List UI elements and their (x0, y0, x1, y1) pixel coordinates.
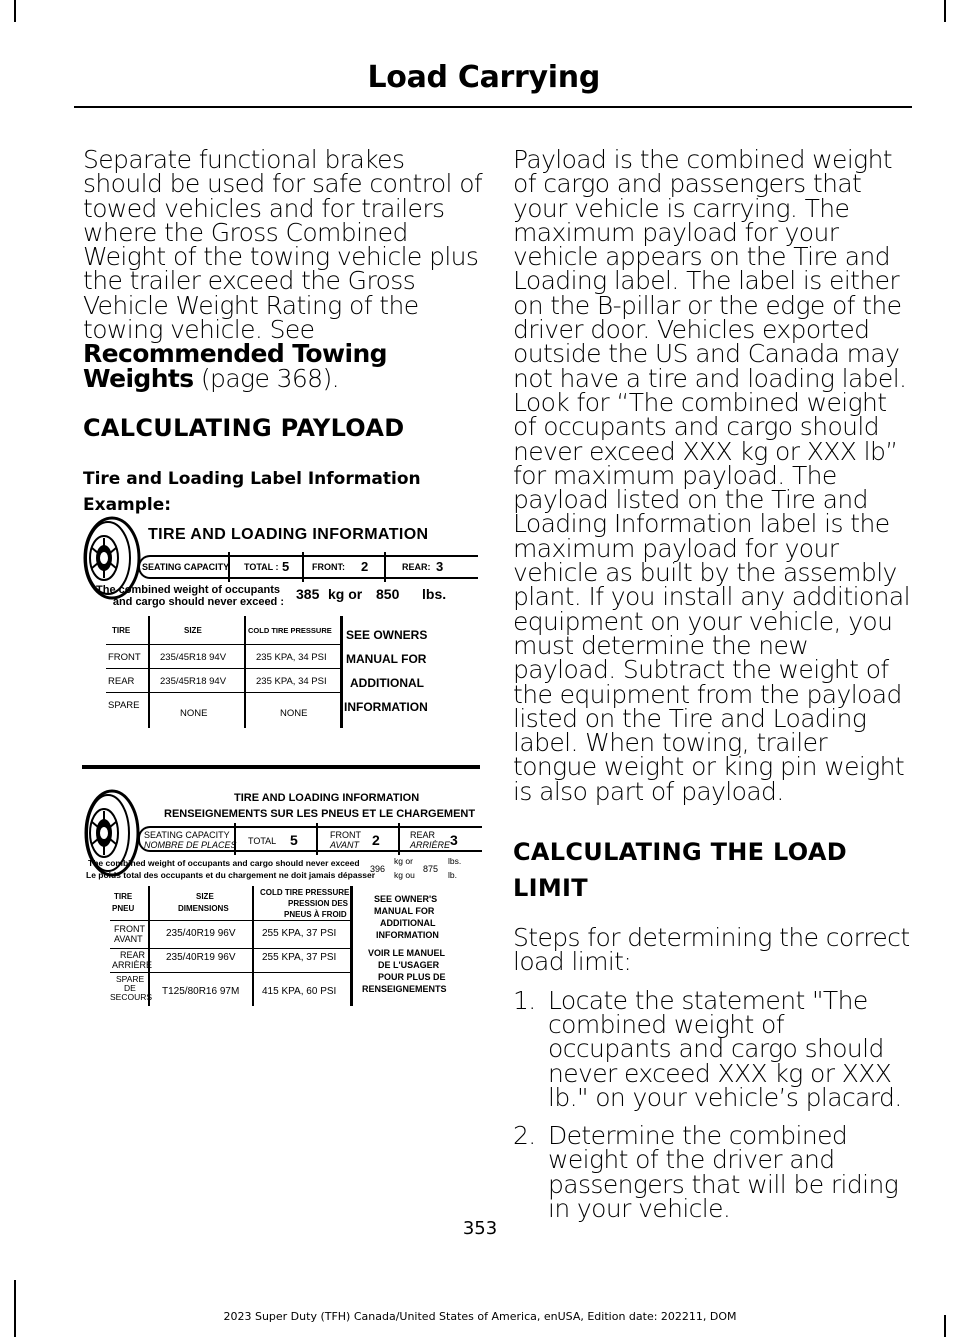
label2-front-label: FRONT (330, 830, 361, 840)
label2-row-rear-tire: REAR (120, 950, 146, 960)
table-rule (106, 644, 340, 645)
label1-rear-value: 3 (436, 559, 444, 574)
label1-rear-label: REAR: (402, 562, 431, 572)
label2-title2: RENSEIGNEMENTS SUR LES PNEUS ET LE CHARGEMENT (164, 808, 476, 820)
label2-see-owners-1: SEE OWNER'S (374, 894, 438, 904)
label2-rear-label: REAR (410, 830, 436, 840)
table-rule (106, 668, 340, 669)
right-column (513, 145, 913, 1223)
label1-title: TIRE AND LOADING INFORMATION (148, 526, 429, 543)
label1-front-label: FRONT: (312, 562, 345, 572)
crop-mark (944, 0, 946, 22)
bar-divider (302, 552, 304, 582)
towing-brakes-text: Separate functional brakes should be used for safe control of towed vehicles and for trailers where the Gross Combined Weight of the towing vehicle plus the trailer exceed the Gross Vehicle Weight Rating of the towing vehicle. See (83, 145, 483, 345)
load-limit-heading-line2: LIMIT (513, 874, 588, 903)
label2-col-size: SIZE (196, 892, 214, 901)
label2-row-front-pressure: 255 KPA, 37 PSI (262, 928, 337, 939)
label2-combined-en: The combined weight of occupants and cargo should never exceed (88, 858, 360, 868)
table-divider (350, 886, 353, 1006)
load-limit-intro: Steps for determining the correct load limit: (513, 923, 910, 977)
calculating-load-limit-heading (513, 834, 913, 906)
label1-see-owners-2: MANUAL FOR (346, 652, 427, 666)
label2-see-owners-7: POUR PLUS DE (378, 972, 446, 982)
table-rule (110, 972, 350, 973)
label1-row-spare-tire: SPARE (108, 700, 140, 711)
label2-row-spare-pressure: 415 KPA, 60 PSI (262, 986, 337, 997)
label2-row-spare-tire-fr2: DE (124, 983, 136, 993)
label2-front-value: 2 (372, 832, 380, 848)
left-column (83, 145, 483, 518)
label2-col-size-fr: DIMENSIONS (178, 904, 229, 913)
label2-row-rear-pressure: 255 KPA, 37 PSI (262, 952, 337, 963)
table-rule (106, 692, 340, 693)
label1-total-label: TOTAL : (244, 562, 279, 572)
label1-row-rear-tire: REAR (108, 676, 135, 687)
step-item (513, 1121, 913, 1223)
label2-col-tire: TIRE (114, 892, 133, 901)
label2-see-owners-3: ADDITIONAL (380, 918, 436, 928)
label2-kg-ou: kg ou (394, 870, 415, 880)
label2-see-owners-5: VOIR LE MANUEL (368, 948, 446, 958)
label1-row-spare-size: NONE (180, 708, 208, 719)
step-item (513, 985, 913, 1112)
label1-row-front-size: 235/45R18 94V (160, 652, 227, 663)
bar-divider (316, 823, 318, 855)
label2-front-label-fr: AVANT (330, 840, 360, 850)
label1-col-tire: TIRE (112, 626, 131, 635)
table-rule (110, 948, 350, 949)
label2-combined-fr: Le poids total des occupants et du chargement ne doit jamais dépasser (86, 870, 376, 880)
label1-see-owners-4: INFORMATION (344, 700, 428, 714)
label-info-subheading-line1: Tire and Loading Label Information (83, 468, 421, 489)
label1-row-rear-pressure: 235 KPA, 34 PSI (256, 676, 327, 687)
calculating-payload-heading: CALCULATING PAYLOAD (83, 413, 405, 442)
table-divider (148, 886, 150, 1006)
label1-kg-value: 385 (296, 586, 320, 602)
page-reference: (page 368). (193, 363, 339, 393)
tire-loading-label-english (80, 512, 482, 742)
label2-rear-label-fr: ARRIÈRE (410, 840, 451, 850)
label2-seating-capacity: SEATING CAPACITY (144, 830, 230, 840)
label2-row-rear-size: 235/40R19 96V (166, 952, 236, 963)
label2-see-owners-2: MANUAL FOR (374, 906, 435, 916)
label-separator (82, 765, 480, 769)
label2-title1: TIRE AND LOADING INFORMATION (234, 792, 420, 804)
edition-info: 2023 Super Duty (TFH) Canada/United States of America, enUSA, Edition date: 202211, DOM (223, 1310, 737, 1323)
label2-lbs-value: 875 (423, 864, 439, 874)
table-divider (148, 616, 150, 728)
bar-divider (384, 552, 386, 582)
label1-lbs-label: lbs. (422, 586, 447, 602)
bar-divider (398, 823, 400, 855)
page-header-title: Load Carrying (367, 60, 600, 95)
label2-seating-capacity-fr: NOMBRE DE PLACES (144, 840, 237, 850)
towing-brakes-paragraph (83, 145, 483, 393)
towing-weights-link[interactable]: Recommended Towing Weights (83, 339, 387, 393)
label1-col-size: SIZE (184, 626, 202, 635)
label1-lbs-value: 850 (376, 586, 400, 602)
label2-row-spare-tire-fr: SECOURS (110, 992, 153, 1002)
label1-row-front-pressure: 235 KPA, 34 PSI (256, 652, 327, 663)
page-number: 353 (462, 1218, 498, 1239)
crop-mark (14, 0, 16, 22)
label1-row-rear-size: 235/45R18 94V (160, 676, 227, 687)
label1-front-value: 2 (361, 559, 369, 574)
label2-lb-label: lb. (448, 870, 457, 880)
table-divider (244, 616, 246, 728)
label2-row-spare-size: T125/80R16 97M (162, 986, 240, 997)
label2-row-front-size: 235/40R19 96V (166, 928, 236, 939)
label2-see-owners-6: DE L'USAGER (378, 960, 440, 970)
table-rule (110, 920, 350, 921)
step-text: Determine the combined weight of the driver and passengers that will be riding in your vehicle. (548, 1121, 899, 1223)
crop-mark (14, 1280, 16, 1337)
label-info-subheading (83, 466, 483, 518)
label1-kg-or: kg or (328, 586, 363, 602)
label2-see-owners-4: INFORMATION (376, 930, 439, 940)
label2-row-rear-tire-fr: ARRIÈRE (112, 960, 153, 970)
label1-combined-line1: The combined weight of occupants (96, 584, 280, 596)
label2-see-owners-8: RENSEIGNEMENTS (362, 984, 447, 994)
tire-loading-label-bilingual (80, 786, 482, 1008)
bar-divider (234, 823, 236, 855)
label2-row-spare-tire: SPARE (116, 974, 145, 984)
table-divider (252, 886, 254, 1006)
label1-row-front-tire: FRONT (108, 652, 141, 663)
step-number: 2. (513, 1121, 536, 1151)
label2-row-front-tire-fr: AVANT (114, 934, 143, 944)
label2-kg-or: kg or (394, 856, 413, 866)
label1-see-owners-1: SEE OWNERS (346, 628, 428, 642)
label2-col-pressure-fr2: PNEUS À FROID (284, 910, 347, 919)
label2-total-label: TOTAL (248, 836, 277, 846)
label1-col-pressure: COLD TIRE PRESSURE (248, 626, 332, 635)
label1-row-spare-pressure: NONE (280, 708, 308, 719)
label-info-subheading-line2: Example: (83, 494, 172, 515)
payload-paragraph: Payload is the combined weight of cargo and passengers that your vehicle is carrying. The maximum payload for your vehicle appears on the Tire and Loading label. The label is either on the B-pillar or the edge of the driver door. Vehicles exported outside the US and Canada may not have a tire and loading label. Look for “The combined weight of occupants and cargo should never exceed XXX kg or XXX lb” for maximum payload. The payload listed on the Tire and Loading Information label is the maximum payload for your vehicle as built by the assembly plant. If you install any additional equipment on your vehicle, you must determine the new payload. Subtract the weight of the equipment from the payload listed on the Tire and Loading label. When towing, trailer tongue weight or king pin weight is also part of payload. (513, 145, 910, 806)
label2-col-pressure-fr1: PRESSION DES (288, 899, 349, 908)
label1-total-value: 5 (282, 559, 290, 574)
step-text: Locate the statement "The combined weight of occupants and cargo should never exceed XXX kg or XXX lb." on your vehicle’s placard. (548, 985, 902, 1112)
load-limit-heading-line1: CALCULATING THE LOAD (513, 838, 847, 867)
label2-row-front-tire: FRONT (114, 924, 145, 934)
table-divider (340, 616, 343, 728)
step-number: 1. (513, 985, 536, 1015)
label1-combined-line2: and cargo should never exceed : (112, 596, 284, 608)
label2-col-tire-fr: PNEU (112, 904, 135, 913)
label2-total-value: 5 (290, 832, 298, 848)
header-rule (74, 106, 912, 108)
label2-col-pressure: COLD TIRE PRESSURE (260, 888, 350, 897)
label2-rear-value: 3 (450, 832, 458, 848)
label1-seating-capacity: SEATING CAPACITY (142, 562, 230, 572)
label2-lbs-label: lbs. (448, 856, 462, 866)
label1-see-owners-3: ADDITIONAL (350, 676, 424, 690)
label2-kg-value: 396 (370, 864, 386, 874)
